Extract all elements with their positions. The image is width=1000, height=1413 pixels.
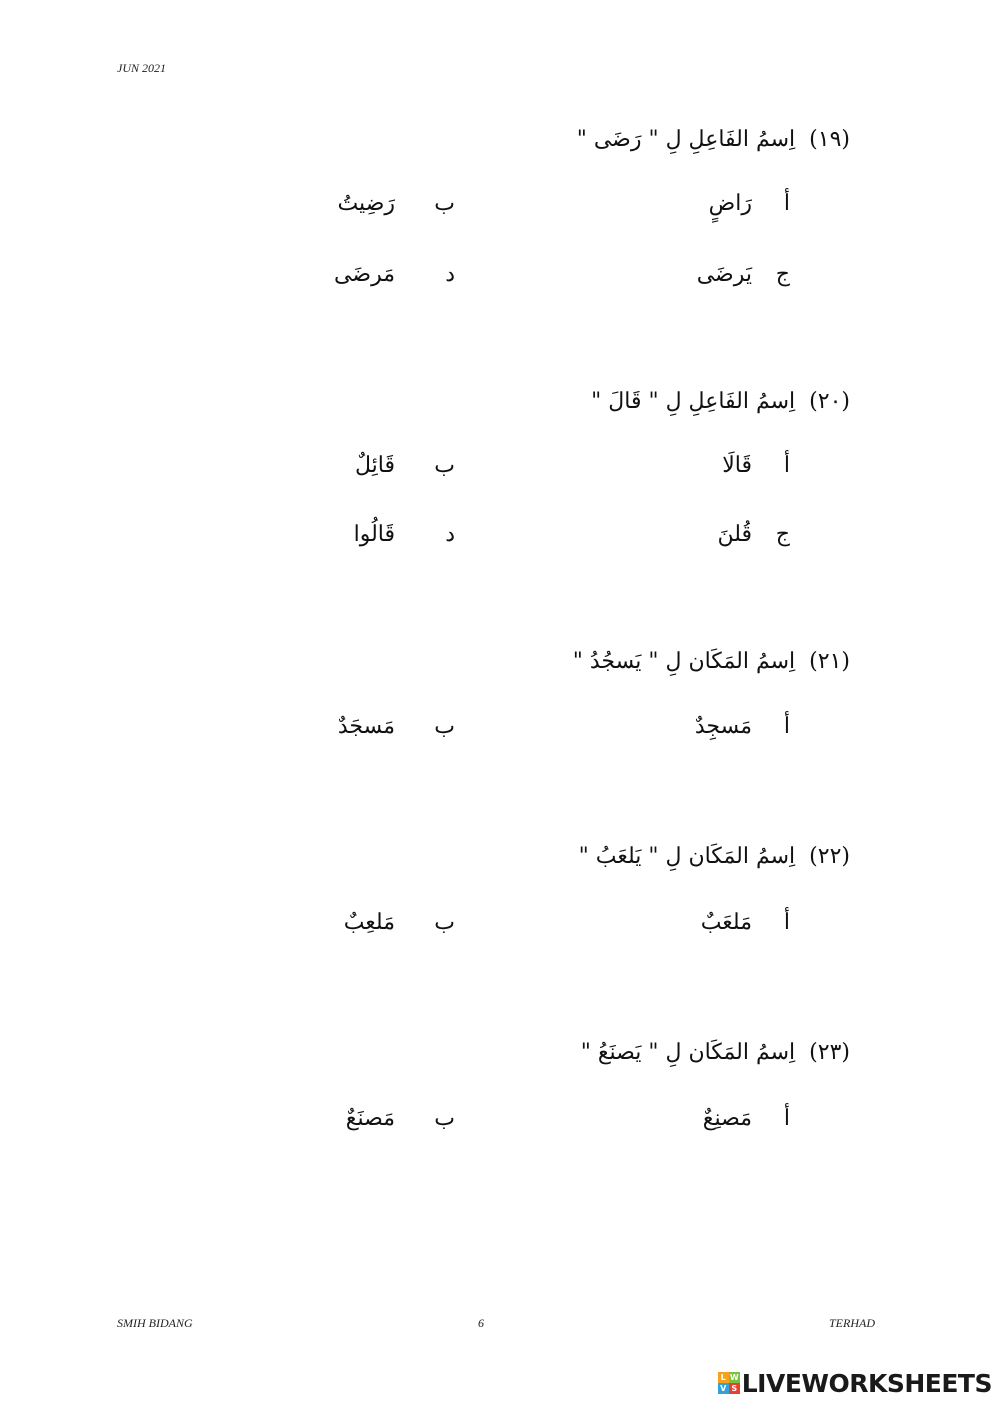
question-number: (٢٢) xyxy=(809,844,850,869)
footer-right: TERHAD xyxy=(829,1316,875,1330)
option-letter: أ xyxy=(783,1106,790,1131)
option-b[interactable] xyxy=(344,910,455,935)
option-text: مَصنِعٌ xyxy=(702,1106,752,1131)
question-prompt: اِسمُ المَكَان لِ " يَسجُدُ " xyxy=(572,649,796,674)
option-letter: ب xyxy=(434,453,455,478)
question-22 xyxy=(150,844,850,869)
logo-cell: W xyxy=(729,1373,739,1382)
option-d[interactable] xyxy=(354,522,455,547)
page-number: 6 xyxy=(478,1316,484,1330)
option-b[interactable] xyxy=(355,453,455,478)
option-c[interactable] xyxy=(697,262,790,287)
option-letter: ب xyxy=(434,910,455,935)
option-text: يَرضَى xyxy=(696,262,752,287)
option-text: مَسجَدٌ xyxy=(337,714,395,739)
footer-left: SMIH BIDANG xyxy=(117,1316,193,1330)
option-text: مَسجِدٌ xyxy=(694,714,752,739)
option-text: رَاضٍ xyxy=(708,191,752,216)
option-b[interactable] xyxy=(338,714,455,739)
question-23 xyxy=(150,1040,850,1065)
option-text: مَصنَعٌ xyxy=(345,1106,395,1131)
question-number: (١٩) xyxy=(809,127,850,152)
question-prompt: اِسمُ المَكَان لِ " يَلعَبُ " xyxy=(578,844,796,869)
option-letter: ج xyxy=(775,262,790,287)
option-text: مَرضَى xyxy=(334,262,395,287)
option-letter: ج xyxy=(775,522,790,547)
logo-cell: V xyxy=(718,1383,729,1394)
question-prompt: اِسمُ المَكَان لِ " يَصنَعُ " xyxy=(580,1040,796,1065)
option-letter: د xyxy=(445,262,455,287)
option-c[interactable] xyxy=(717,522,790,547)
option-text: قَالَا xyxy=(722,453,752,478)
option-d[interactable] xyxy=(334,262,455,287)
brand-name: LIVEWORKSHEETS xyxy=(741,1368,992,1398)
option-letter: ب xyxy=(434,714,455,739)
option-a[interactable] xyxy=(703,1106,790,1131)
question-prompt: اِسمُ الفَاعِلِ لِ " رَضَى " xyxy=(576,127,796,152)
question-number: (٢٣) xyxy=(809,1040,850,1065)
option-text: قَائِلٌ xyxy=(354,453,395,478)
logo-cell: L xyxy=(718,1372,729,1383)
option-letter: د xyxy=(445,522,455,547)
option-text: رَضِيتُ xyxy=(337,191,395,216)
option-a[interactable] xyxy=(701,910,790,935)
question-number: (٢٠) xyxy=(809,389,850,414)
option-letter: أ xyxy=(783,191,790,216)
question-21 xyxy=(150,649,850,674)
option-text: قُلنَ xyxy=(717,522,752,547)
option-letter: أ xyxy=(783,910,790,935)
option-text: قَالُوا xyxy=(353,522,395,547)
option-letter: أ xyxy=(783,714,790,739)
option-letter: ب xyxy=(434,1106,455,1131)
header-date: JUN 2021 xyxy=(117,61,166,75)
question-number: (٢١) xyxy=(809,649,850,674)
option-letter: ب xyxy=(434,191,455,216)
option-a[interactable] xyxy=(709,191,790,216)
option-a[interactable] xyxy=(722,453,790,478)
logo-cell: S xyxy=(729,1383,740,1394)
question-20 xyxy=(150,389,850,414)
question-prompt: اِسمُ الفَاعِلِ لِ " قَالَ " xyxy=(591,389,796,414)
liveworksheets-logo-icon xyxy=(718,1372,740,1394)
option-b[interactable] xyxy=(346,1106,455,1131)
option-text: مَلعَبٌ xyxy=(700,910,752,935)
option-text: مَلعِبٌ xyxy=(343,910,395,935)
option-b[interactable] xyxy=(337,191,455,216)
question-19 xyxy=(150,127,850,152)
liveworksheets-brand[interactable] xyxy=(718,1365,992,1401)
option-letter: أ xyxy=(783,453,790,478)
option-a[interactable] xyxy=(695,714,790,739)
